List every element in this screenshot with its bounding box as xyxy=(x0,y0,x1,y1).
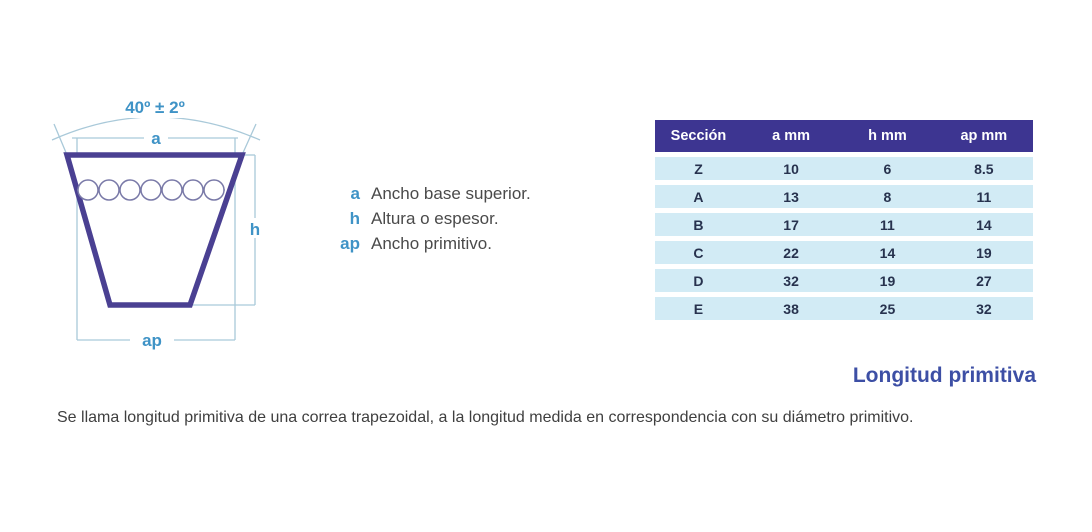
header-a-mm: a mm xyxy=(742,120,840,152)
cell-a: 13 xyxy=(742,185,840,208)
cell-a: 22 xyxy=(742,241,840,264)
cell-a: 10 xyxy=(742,157,840,180)
header-h-mm: h mm xyxy=(840,120,935,152)
legend-text-ap: Ancho primitivo. xyxy=(371,234,492,253)
table-header-row xyxy=(655,120,1033,152)
cell-h: 8 xyxy=(840,185,935,208)
legend-symbol-ap: ap xyxy=(340,234,360,253)
header-seccion: Sección xyxy=(655,120,742,152)
cell-a: 32 xyxy=(742,269,840,292)
legend-item-h xyxy=(330,209,531,234)
cell-seccion: E xyxy=(655,297,742,320)
cell-ap: 8.5 xyxy=(935,157,1033,180)
legend-text-h: Altura o espesor. xyxy=(371,209,499,228)
cell-h: 19 xyxy=(840,269,935,292)
section-title: Longitud primitiva xyxy=(852,364,1036,387)
cell-h: 11 xyxy=(840,213,935,236)
angle-label: 40º ± 2º xyxy=(125,98,185,117)
table-row xyxy=(655,157,1033,180)
cell-h: 6 xyxy=(840,157,935,180)
legend-symbol-h: h xyxy=(349,209,360,228)
cell-ap: 27 xyxy=(935,269,1033,292)
cell-seccion: Z xyxy=(655,157,742,180)
cord-circle xyxy=(183,180,203,200)
legend xyxy=(330,184,531,259)
legend-item-ap xyxy=(330,234,531,259)
dim-h-label: h xyxy=(249,220,261,239)
dim-ap-label: ap xyxy=(142,331,162,350)
legend-text-a: Ancho base superior. xyxy=(371,184,531,203)
cord-circle xyxy=(204,180,224,200)
caption-text: Se llama longitud primitiva de una correa trapezoidal, a la longitud medida en correspondencia con su diámetro primitivo. xyxy=(57,409,914,426)
cell-h: 25 xyxy=(840,297,935,320)
cell-seccion: D xyxy=(655,269,742,292)
table-row xyxy=(655,269,1033,292)
cell-ap: 11 xyxy=(935,185,1033,208)
header-ap-mm: ap mm xyxy=(935,120,1033,152)
table-row xyxy=(655,185,1033,208)
cell-ap: 19 xyxy=(935,241,1033,264)
cell-ap: 14 xyxy=(935,213,1033,236)
cord-circle xyxy=(162,180,182,200)
right-slant-extension-line xyxy=(242,124,256,155)
cord-circle xyxy=(120,180,140,200)
cord-circle xyxy=(141,180,161,200)
cell-ap: 32 xyxy=(935,297,1033,320)
belt-outline xyxy=(67,155,242,305)
belt-section-spec-table xyxy=(655,115,1033,325)
table-row xyxy=(655,241,1033,264)
cell-a: 38 xyxy=(742,297,840,320)
cord-circle xyxy=(99,180,119,200)
table-row xyxy=(655,213,1033,236)
cell-seccion: A xyxy=(655,185,742,208)
cell-h: 14 xyxy=(840,241,935,264)
vbelt-cross-section-diagram xyxy=(20,78,320,368)
table-row xyxy=(655,297,1033,320)
legend-item-a xyxy=(330,184,531,209)
cord-circle xyxy=(78,180,98,200)
cell-a: 17 xyxy=(742,213,840,236)
cell-seccion: C xyxy=(655,241,742,264)
legend-symbol-a: a xyxy=(350,184,360,203)
left-slant-extension-line xyxy=(54,124,67,155)
cell-seccion: B xyxy=(655,213,742,236)
dim-a-label: a xyxy=(151,129,161,148)
